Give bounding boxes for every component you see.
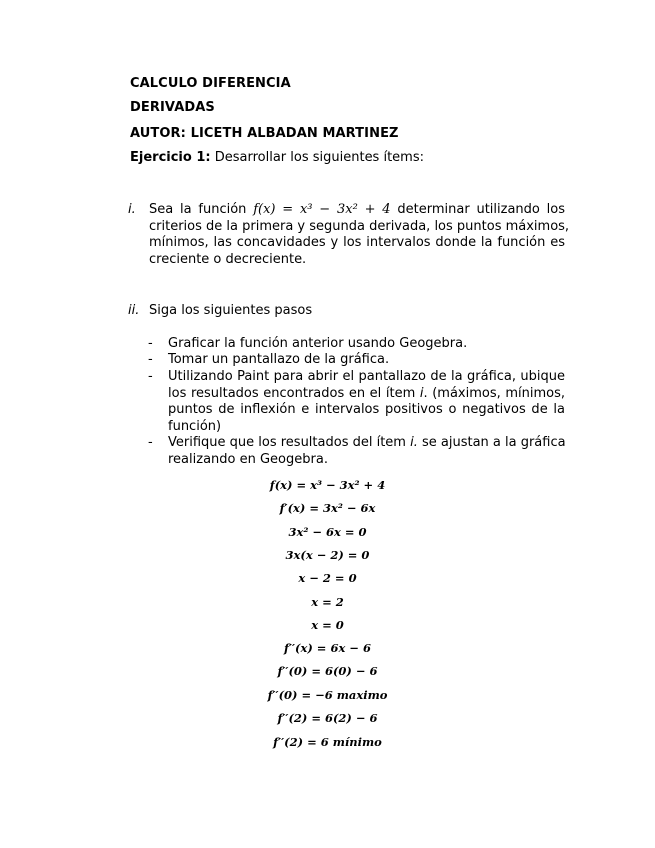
equation-8: f′′(x) = 6x − 6 [284, 641, 371, 655]
equation-12: f′′(2) = 6 mínimo [273, 735, 382, 749]
item-i-line1-a: Sea la función [149, 202, 247, 217]
equation-11: f′′(2) = 6(2) − 6 [277, 711, 378, 725]
item-ii-number: ii. [128, 303, 140, 318]
title-calculo: CALCULO DIFERENCIA [130, 76, 291, 91]
item-i-line-1 [149, 202, 565, 219]
exercise-heading [130, 150, 424, 165]
bullet-3-line2-a: los resultados encontrados en el ítem [168, 385, 420, 401]
bullet-1: Graficar la función anterior usando Geogebra. [168, 336, 468, 351]
bullet-3-line2-italic: i [419, 385, 424, 401]
item-i-line-4: creciente o decreciente. [149, 251, 307, 267]
bullet-4 [168, 435, 565, 468]
bullet-4-line-1 [168, 435, 565, 452]
item-ii-text: Siga los siguientes pasos [149, 303, 313, 318]
bullet-dash-3: - [148, 369, 153, 384]
exercise-text: Desarrollar los siguientes ítems: [210, 150, 424, 165]
item-i-line1-b: determinar utilizando los [397, 202, 565, 217]
equation-10: f′′(0) = −6 maximo [267, 688, 388, 702]
bullet-4-line1-b: se ajustan a la gráfica [417, 435, 566, 450]
bullet-3-line2-b: . (máximos, mínimos, [423, 385, 565, 401]
function-expression: f(x) = x³ − 3x² + 4 [253, 202, 391, 217]
bullet-dash-4: - [148, 435, 153, 450]
equation-1: f(x) = x³ − 3x² + 4 [269, 478, 386, 492]
item-i-line-3: mínimos, las concavidades y los intervalos donde la función es [149, 235, 565, 250]
equation-9: f′′(0) = 6(0) − 6 [277, 664, 378, 678]
bullet-dash-2: - [148, 352, 153, 367]
bullet-4-line-2: realizando en Geogebra. [168, 451, 328, 467]
equation-7: x = 0 [311, 618, 344, 632]
equation-4: 3x(x − 2) = 0 [285, 548, 370, 562]
equation-3: 3x² − 6x = 0 [288, 525, 367, 539]
bullet-4-line1-a: Verifique que los resultados del ítem [168, 435, 411, 450]
item-i-number: i. [128, 202, 136, 217]
bullet-3-line-4: función) [168, 418, 222, 434]
bullet-3-line-1: Utilizando Paint para abrir el pantallazo de la gráfica, ubique [168, 369, 565, 384]
author-line: AUTOR: LICETH ALBADAN MARTINEZ [130, 126, 399, 141]
item-i-text [149, 202, 570, 268]
exercise-label: Ejercicio 1: [130, 150, 211, 165]
bullet-dash-1: - [148, 336, 153, 351]
equation-5: x − 2 = 0 [298, 571, 357, 585]
equation-2: f′(x) = 3x² − 6x [279, 501, 376, 515]
title-derivadas: DERIVADAS [130, 100, 215, 115]
bullet-2: Tomar un pantallazo de la gráfica. [168, 352, 390, 367]
equation-6: x = 2 [311, 595, 344, 609]
bullet-3-line-2 [168, 386, 565, 403]
bullet-3-line-3: puntos de inflexión e intervalos positivos o negativos de la [168, 402, 565, 417]
bullet-3 [168, 369, 565, 435]
bullet-4-line1-italic: i. [410, 435, 418, 450]
item-i-line-2: criterios de la primera y segunda derivada, los puntos máximos, [149, 218, 570, 234]
